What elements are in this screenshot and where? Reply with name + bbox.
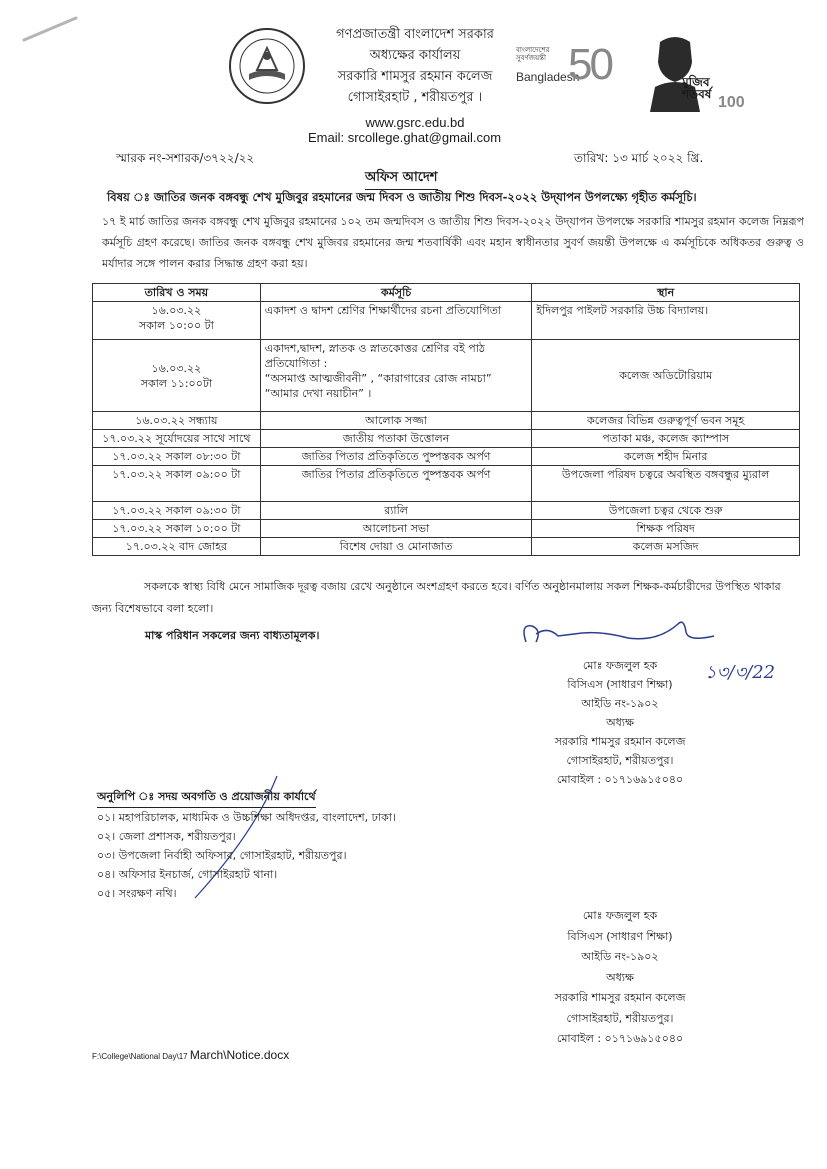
- table-row: [93, 520, 800, 538]
- bangladesh-50-logo: বাংলাদেশের সুবর্ণজয়ন্তী Bangladesh 50: [516, 40, 611, 89]
- row-time: ১৬.০৩.২২ সকাল ১০:০০ টা: [93, 302, 261, 340]
- list-item: ০৫। সংরক্ষণ নথি।: [97, 887, 177, 900]
- signature-block: [520, 656, 720, 789]
- table-row: [93, 502, 800, 520]
- row-place: পতাকা মঞ্চ, কলেজ ক্যাম্পাস: [532, 430, 800, 448]
- copy-list: [97, 808, 497, 903]
- row-place: কলেজর বিভিন্ন গুরুত্বপূর্ণ ভবন সমূহ: [532, 412, 800, 430]
- row-program: আলোচনা সভা: [260, 520, 532, 538]
- list-item: ০২। জেলা প্রশাসক, শরীয়তপুর।: [97, 830, 236, 843]
- signer-mobile: মোবাইল : ০১৭১৬৯১৫০৪০: [556, 773, 684, 786]
- row-program: একাদশ ও দ্বাদশ শ্রেণির শিক্ষার্থীদের রচনা প্রতিযোগিতা: [260, 302, 532, 340]
- row-time: ১৭.০৩.২২ সকাল ০৯:৩০ টা: [93, 502, 261, 520]
- signer-id: আইডি নং-১৯০২: [581, 697, 659, 710]
- signature-block-2: [520, 906, 720, 1050]
- row-place: উপজেলা চত্বর থেকে শুরু: [532, 502, 800, 520]
- office-name: অধ্যক্ষের কার্যালয়: [369, 48, 461, 63]
- table-row: [93, 302, 800, 340]
- signer-cadre: বিসিএস (সাধারণ শিক্ষা): [567, 929, 673, 943]
- signer-name: মোঃ ফজলুল হক: [582, 909, 658, 922]
- row-place: কলেজ শহীদ মিনার: [532, 448, 800, 466]
- handwritten-signature: [518, 612, 718, 652]
- signer-mobile: মোবাইল : ০১৭১৬৯১৫০৪০: [556, 1032, 684, 1045]
- document-title: অফিস আদেশ: [365, 168, 438, 190]
- signer-place: গোসাইরহাট, শরীয়তপুর।: [566, 754, 674, 767]
- row-place: শিক্ষক পরিষদ: [532, 520, 800, 538]
- row-time: ১৭.০৩.২২ সকাল ০৮:৩০ টা: [93, 448, 261, 466]
- list-item: ০১। মহাপরিচালক, মাধ্যমিক ও উচ্চশিক্ষা অধিদপ্তর, বাংলাদেশ, ঢাকা।: [97, 811, 396, 824]
- email-line: Email: srcollege.ghat@gmail.com: [308, 130, 502, 145]
- letterhead: [290, 24, 540, 131]
- row-place: ইদিলপুর পাইলট সরকারি উচ্চ বিদ্যালয়।: [532, 302, 800, 340]
- signer-name: মোঃ ফজলুল হক: [582, 659, 658, 672]
- subject-line: বিষয় ঃ জাতির জনক বঙ্গবন্ধু শেখ মুজিবুর রহমানের জন্ম দিবস ও জাতীয় শিশু দিবস-২০২২ উদ্‌যাপন উপলক্ষ্যে গৃহীত কর্মসূচি।: [107, 190, 697, 204]
- table-row: [93, 448, 800, 466]
- row-program: বিশেষ দোয়া ও মোনাজাত: [260, 538, 532, 556]
- signer-college: সরকারি শামসুর রহমান কলেজ: [554, 735, 686, 748]
- website-link[interactable]: www.gsrc.edu.bd: [365, 115, 465, 130]
- row-time: ১৭.০৩.২২ সূর্যোদয়ের সাথে সাথে: [93, 430, 261, 448]
- row-place: কলেজ অডিটোরিয়াম: [532, 340, 800, 412]
- table-row: [93, 538, 800, 556]
- govt-name: গণপ্রজাতন্ত্রী বাংলাদেশ সরকার: [336, 27, 494, 42]
- closing-paragraph: সকলকে স্বাস্থ্য বিধি মেনে সামাজিক দূরত্ব বজায় রেখে অনুষ্ঠানে অংশগ্রহণ করতে হবে। বর্ণিত অনুষ্ঠানমালায় সকল শিক্ষক-কর্মচারীদের উপস্থিত থাকার জন্য বিশেষভাবে বলা হলো।: [92, 580, 781, 615]
- row-time: ১৬.০৩.২২ সকাল ১১:০০টা: [93, 340, 261, 412]
- table-row: [93, 430, 800, 448]
- row-place: কলেজ মসজিদ: [532, 538, 800, 556]
- intro-paragraph: ১৭ ই মার্চ জাতির জনক বঙ্গবন্ধু শেখ মুজিবুর রহমানের ১০২ তম জন্মদিবস ও জাতীয় শিশু দিবস-২০২২ উদ্‌যাপন উপলক্ষে সরকারি শামসুর রহমান কলেজ নিম্নরূপ কর্মসূচি গ্রহণ করেছে। জাতির জনক বঙ্গবন্ধু শেখ মুজিবর রহমানের জন্ম শতবার্ষিকী এবং মহান স্বাধীনতার সুবর্ণ জয়ন্তী উপলক্ষে এ কর্মসূচিকে অধিকতর গুরুত্ব ও মর্যাদার সঙ্গে পালন করার সিদ্ধান্ত গ্রহণ করা হয়।: [102, 215, 804, 270]
- table-header-row: [93, 284, 800, 302]
- row-program: আলোক সজ্জা: [260, 412, 532, 430]
- mask-note: মাস্ক পরিধান সকলের জন্য বাধ্যতামূলক।: [145, 629, 320, 642]
- signer-title: অধ্যক্ষ: [606, 716, 634, 729]
- signer-title: অধ্যক্ষ: [606, 970, 634, 984]
- row-time: ১৭.০৩.২২ সকাল ০৯:০০ টা: [93, 466, 261, 502]
- row-place: উপজেলা পরিষদ চত্বরে অবস্থিত বঙ্গবন্ধুর ম্যুরাল: [532, 466, 800, 502]
- row-time: ১৭.০৩.২২ সকাল ১০:০০ টা: [93, 520, 261, 538]
- list-item: ০৪। অফিসার ইনচার্জ, গোসাইরহাট থানা।: [97, 868, 278, 881]
- signer-place: গোসাইরহাট, শরীয়তপুর।: [566, 1011, 674, 1025]
- college-name: সরকারি শামসুর রহমান কলেজ: [337, 69, 493, 84]
- handwritten-date: ১৩/৩/22: [705, 662, 776, 683]
- file-path-suffix: March\Notice.docx: [189, 1048, 290, 1062]
- header-time: তারিখ ও সময়: [93, 284, 261, 302]
- pencil-mark: [20, 14, 80, 44]
- college-address: গোসাইরহাট , শরীয়তপুর ।: [347, 90, 483, 105]
- table-row: [93, 340, 800, 412]
- memo-number: স্মারক নং-সশারক/৩৭২২/২২: [116, 151, 255, 165]
- issue-date: তারিখ: ১৩ মার্চ ২০২২ খ্রি.: [574, 151, 704, 165]
- signer-cadre: বিসিএস (সাধারণ শিক্ষা): [567, 678, 673, 691]
- row-program: জাতির পিতার প্রতিকৃতিতে পুষ্পস্তবক অর্পণ: [260, 466, 532, 502]
- row-program: জাতির পিতার প্রতিকৃতিতে পুষ্পস্তবক অর্পণ: [260, 448, 532, 466]
- file-path-prefix: F:\College\National Day\17: [92, 1052, 190, 1061]
- signer-college: সরকারি শামসুর রহমান কলেজ: [554, 991, 686, 1004]
- file-path: [92, 1046, 289, 1064]
- row-program: র‍্যালি: [260, 502, 532, 520]
- table-row: [93, 412, 800, 430]
- list-item: ০৩। উপজেলা নির্বাহী অফিসার, গোসাইরহাট, শরীয়তপুর।: [97, 849, 347, 862]
- row-time: ১৬.০৩.২২ সন্ধ্যায়: [93, 412, 261, 430]
- table-row: [93, 466, 800, 502]
- header-place: স্থান: [532, 284, 800, 302]
- program-table: [92, 283, 800, 556]
- row-time: ১৭.০৩.২২ বাদ জোহর: [93, 538, 261, 556]
- signer-id: আইডি নং-১৯০২: [581, 950, 659, 963]
- copy-heading: অনুলিপি ঃ সদয় অবগতি ও প্রয়োজনীয় কার্যার্থে: [97, 788, 316, 808]
- header-program: কর্মসূচি: [260, 284, 532, 302]
- mujib-100-logo: মুজিব শতবর্ষ 100: [640, 32, 740, 112]
- row-program: একাদশ,দ্বাদশ, স্নাতক ও স্নাতকোত্তর শ্রেণির বই পাঠ প্রতিযোগিতা : “অসমাপ্ত আত্মজীবনী” , “কারাগারের রোজ নামচা” “আমার দেখা নয়াচীন” ।: [260, 340, 532, 412]
- row-program: জাতীয় পতাকা উত্তোলন: [260, 430, 532, 448]
